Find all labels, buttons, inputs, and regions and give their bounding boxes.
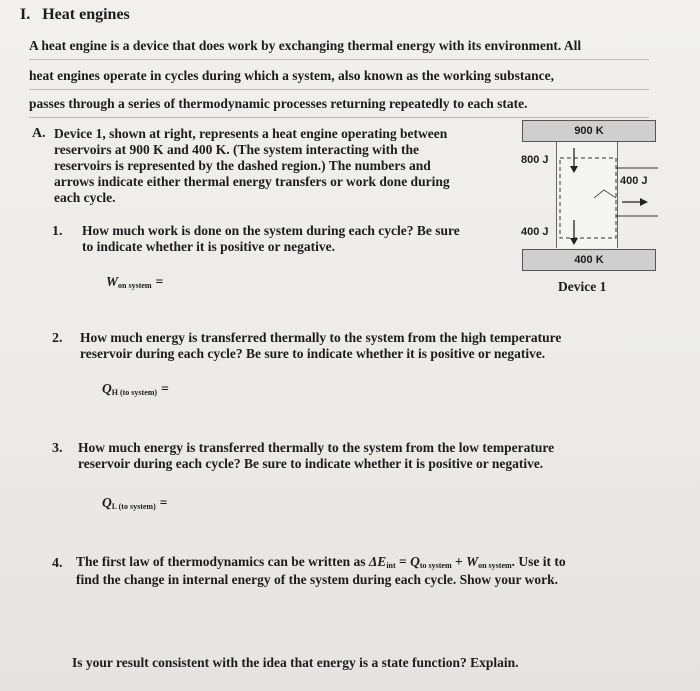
part-a-line: each cycle.	[54, 190, 116, 205]
delta-e-subscript: int	[386, 561, 396, 570]
q-hot-label: 800 J	[521, 154, 549, 166]
q-cold-arrowhead	[570, 238, 578, 245]
device-caption: Device 1	[558, 279, 607, 294]
section-title: Heat engines	[42, 6, 130, 23]
q3-answer-equation	[102, 495, 167, 511]
q-symbol: Q	[410, 554, 420, 569]
q4-plus: +	[451, 554, 467, 569]
ruled-line	[29, 59, 649, 60]
q2-text-line: How much energy is transferred thermally to the system from the high temperature	[80, 330, 562, 345]
hot-reservoir: 900 K	[522, 120, 656, 142]
q4-equals: =	[395, 554, 411, 569]
q-to-system	[410, 554, 452, 569]
q1-number: 1.	[52, 224, 63, 239]
eq-symbol: Q	[102, 381, 112, 396]
ruled-line	[29, 89, 649, 90]
q2-text-line: reservoir during each cycle? Be sure to indicate whether it is positive or negative.	[80, 346, 546, 361]
w-subscript: on system	[478, 561, 512, 570]
part-a-line: reservoirs at 900 K and 400 K. (The system interacting with the	[54, 142, 419, 157]
q4-number: 4.	[52, 556, 63, 571]
q3-text-line: reservoir during each cycle? Be sure to indicate whether it is positive or negative.	[78, 456, 544, 471]
part-a-line: arrows indicate either thermal energy transfers or work done during	[54, 174, 450, 189]
system-dashed-region	[560, 158, 616, 238]
eq-sign: =	[161, 381, 169, 396]
device-1-diagram	[518, 118, 662, 298]
q4-text-pre: The first law of thermodynamics can be written as	[76, 554, 369, 569]
q2-answer-equation	[102, 381, 169, 397]
eq-sign: =	[155, 274, 164, 289]
eq-subscript: L (to system)	[111, 502, 156, 511]
w-on-system	[466, 554, 512, 569]
part-a-label: A.	[32, 126, 46, 141]
part-a-line: Device 1, shown at right, represents a heat engine operating between	[54, 126, 448, 141]
intro-line: A heat engine is a device that does work by exchanging thermal energy with its environment. All	[29, 38, 582, 53]
final-question: Is your result consistent with the idea that energy is a state function? Explain.	[72, 655, 519, 670]
q1-text-line: to indicate whether it is positive or negative.	[82, 239, 335, 254]
q-subscript: to system	[419, 561, 452, 570]
eq-subscript: on system	[118, 281, 152, 290]
work-label: 400 J	[620, 175, 648, 187]
q-cold-label: 400 J	[521, 226, 549, 238]
q-hot-arrowhead	[570, 166, 578, 173]
work-arrowhead	[640, 198, 648, 206]
part-a-line: reservoirs is represented by the dashed region.) The numbers and	[54, 158, 431, 173]
eq-sign: =	[159, 495, 168, 510]
section-heading	[20, 6, 130, 24]
q4-text-line-1	[76, 554, 566, 570]
delta-e-int	[369, 554, 396, 569]
q4-text-post: . Use it to	[511, 554, 566, 569]
intro-line: passes through a series of thermodynamic processes returning repeatedly to each state.	[29, 96, 528, 111]
delta-e-symbol: ΔE	[368, 554, 387, 569]
w-symbol: W	[466, 554, 479, 569]
q3-number: 3.	[52, 441, 63, 456]
piston-link	[594, 190, 616, 198]
q1-answer-equation	[106, 274, 163, 290]
q2-number: 2.	[52, 331, 63, 346]
q4-text-line-2: find the change in internal energy of the system during each cycle. Show your work.	[76, 572, 558, 587]
q3-text-line: How much energy is transferred thermally to the system from the low temperature	[78, 440, 555, 455]
intro-line: heat engines operate in cycles during which a system, also known as the working substance,	[29, 68, 555, 83]
eq-symbol: Q	[102, 495, 112, 510]
eq-symbol: W	[106, 274, 119, 289]
eq-subscript: H (to system)	[111, 388, 158, 397]
section-number: I.	[20, 6, 31, 23]
cold-reservoir: 400 K	[522, 249, 656, 271]
q1-text-line: How much work is done on the system during each cycle? Be sure	[82, 223, 460, 238]
